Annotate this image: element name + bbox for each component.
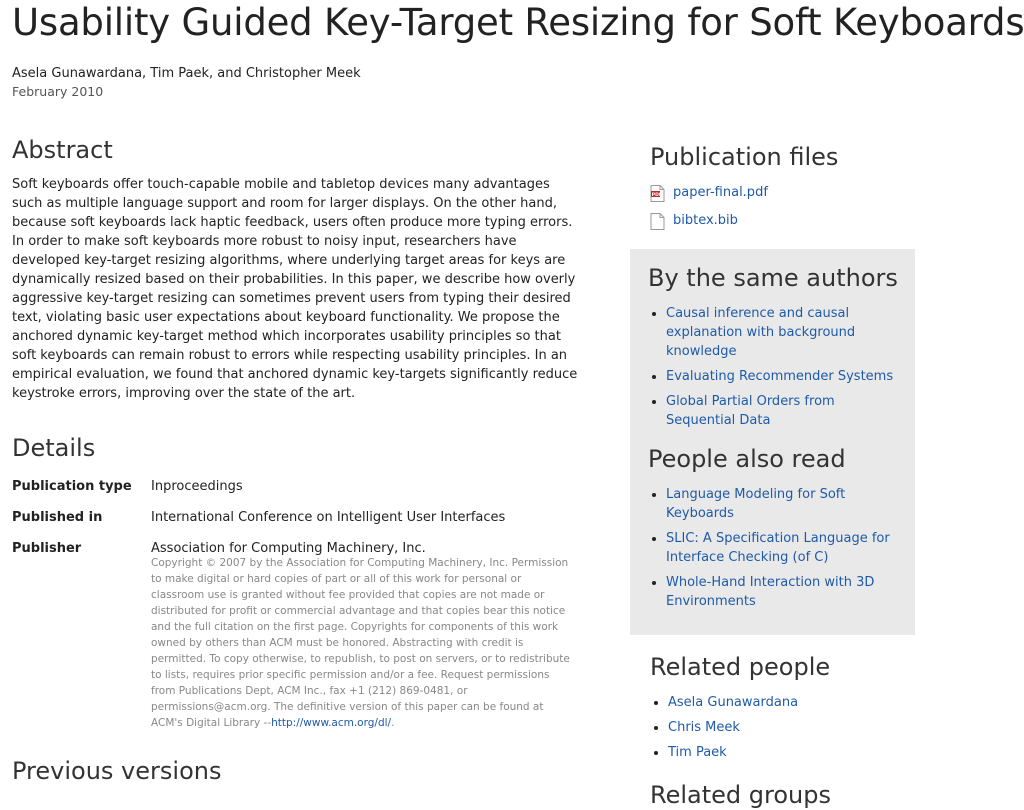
svg-text:PDF: PDF	[651, 192, 662, 198]
also-read-link[interactable]: SLIC: A Specification Language for Interface Checking (of C)	[666, 531, 890, 565]
main-content	[12, 135, 582, 743]
list-item	[666, 573, 903, 611]
detail-value: International Conference on Intelligent User Interfaces	[151, 510, 506, 525]
also-read-link[interactable]: Whole-Hand Interaction with 3D Environments	[666, 575, 875, 609]
page-title: Usability Guided Key-Target Resizing for Soft Keyboards	[12, 1, 1024, 44]
details-heading: Details	[12, 434, 96, 462]
person-link[interactable]: Asela Gunawardana	[668, 695, 799, 710]
files-heading: Publication files	[650, 143, 839, 171]
same-authors-heading: By the same authors	[648, 264, 898, 292]
detail-row-publisher	[12, 539, 582, 731]
related-people-heading: Related people	[650, 653, 831, 681]
same-author-link[interactable]: Global Partial Orders from Sequential Data	[666, 394, 835, 428]
file-link-bib[interactable]: bibtex.bib	[673, 213, 738, 228]
file-item-bib[interactable]	[650, 212, 910, 230]
previous-versions-heading: Previous versions	[12, 757, 222, 785]
copyright-notice	[151, 555, 576, 731]
related-people	[650, 652, 910, 768]
detail-value: Association for Computing Machinery, Inc.	[151, 541, 426, 556]
same-author-link[interactable]: Evaluating Recommender Systems	[666, 369, 894, 384]
list-item	[668, 743, 910, 762]
file-item-pdf[interactable]	[650, 184, 910, 202]
related-groups-heading: Related groups	[650, 781, 831, 809]
detail-row-type	[12, 477, 582, 496]
detail-label: Published in	[12, 510, 103, 525]
also-read-heading: People also read	[648, 445, 846, 473]
copyright-end: .	[391, 717, 395, 729]
detail-row-published-in	[12, 508, 582, 527]
recommendations-panel	[630, 249, 915, 635]
list-item	[666, 392, 903, 430]
also-read-link[interactable]: Language Modeling for Soft Keyboards	[666, 487, 846, 521]
detail-value: Inproceedings	[151, 479, 243, 494]
pdf-file-icon	[650, 185, 665, 202]
also-read-list	[648, 485, 903, 611]
abstract-text: Soft keyboards offer touch-capable mobile and tabletop devices many advantages such as multiple language support and room for larger displays. On the other hand, because soft keyboards lack haptic feedback, users often produce more typing errors. In order to make soft keyboards more robust to noisy input, researchers have developed key-target resizing algorithms, where underlying target areas for keys are dynamically resized based on their probabilities. In this paper, we describe how overly aggressive key-target resizing can sometimes prevent users from typing their desired text, violating basic user expectations about keyboard functionality. We propose the anchored dynamic key-target method which incorporates usability principles so that soft keyboards can remain robust to errors while respecting usability principles. In an empirical evaluation, we found that anchored dynamic key-targets significantly reduce keystroke errors, improving over the state of the art.	[12, 177, 578, 401]
list-item	[666, 485, 903, 523]
related-people-list	[650, 693, 910, 762]
publication-date: February 2010	[12, 84, 104, 99]
detail-label: Publication type	[12, 479, 132, 494]
list-item	[666, 529, 903, 567]
person-link[interactable]: Chris Meek	[668, 720, 740, 735]
same-author-link[interactable]: Causal inference and causal explanation with background knowledge	[666, 306, 856, 359]
author-list: Asela Gunawardana, Tim Paek, and Christopher Meek	[12, 66, 361, 81]
text-file-icon	[650, 213, 665, 230]
list-item	[668, 718, 910, 737]
detail-label: Publisher	[12, 541, 82, 556]
list-item	[668, 693, 910, 712]
person-link[interactable]: Tim Paek	[668, 745, 727, 760]
acm-dl-link[interactable]: http://www.acm.org/dl/	[271, 717, 392, 729]
publisher-block	[151, 539, 576, 731]
abstract-heading: Abstract	[12, 136, 113, 164]
list-item	[666, 304, 903, 361]
details-table	[12, 477, 582, 731]
list-item	[666, 367, 903, 386]
copyright-text: Copyright © 2007 by the Association for Computing Machinery, Inc. Permission to make digital or hard copies of part or all of this work for personal or classroom use is granted without fee provided that copies are not made or distributed for profit or commercial advantage and that copies bear this notice and the full citation on the first page. Copyrights for components of this work owned by others than ACM must be honored. Abstracting with credit is permitted. To copy otherwise, to republish, to post on servers, or to redistribute to lists, requires prior specific permission and/or a fee. Request permissions from Publications Dept, ACM Inc., fax +1 (212) 869-0481, or permissions@acm.org. The definitive version of this paper can be found at ACM's Digital Library --	[151, 557, 570, 729]
file-link-pdf[interactable]: paper-final.pdf	[673, 185, 768, 200]
same-authors-list	[648, 304, 903, 430]
publication-files	[650, 142, 910, 230]
